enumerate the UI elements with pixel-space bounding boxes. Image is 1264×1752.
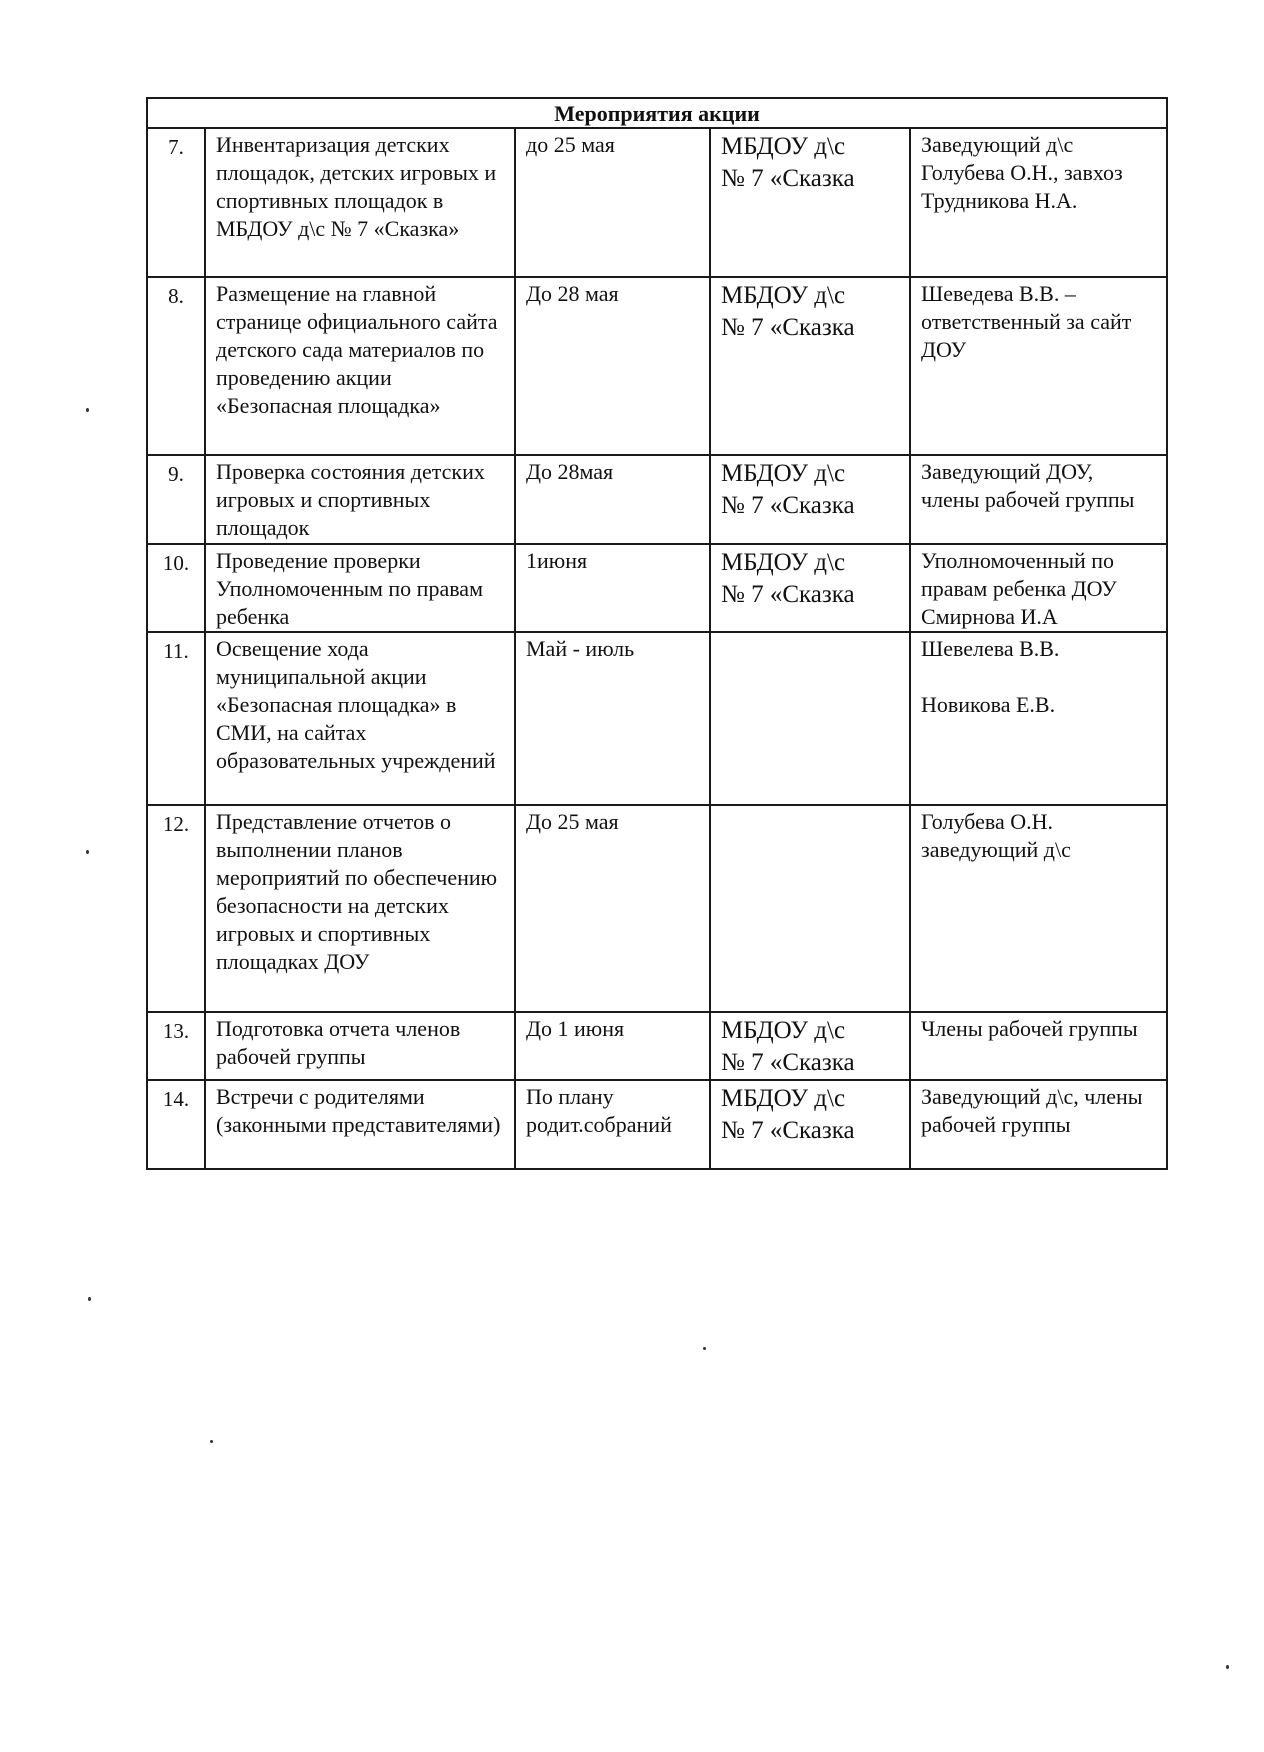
scan-speck	[88, 1297, 91, 1301]
date-cell: 1июня	[515, 544, 710, 632]
row-number: 9.	[147, 455, 205, 544]
row-number: 11.	[147, 632, 205, 805]
events-table	[146, 97, 1168, 1170]
responsible-cell: Голубева О.Н. заведующий д\с	[910, 805, 1167, 1012]
scan-speck	[86, 850, 89, 854]
place-cell: МБДОУ д\с № 7 «Сказка	[710, 277, 910, 455]
date-cell: До 1 июня	[515, 1012, 710, 1080]
table-row	[147, 1012, 1167, 1080]
scan-speck	[1226, 1665, 1229, 1669]
responsible-cell: Заведующий ДОУ, члены рабочей группы	[910, 455, 1167, 544]
scan-speck	[86, 408, 89, 412]
date-cell: до 25 мая	[515, 128, 710, 277]
table-title: Мероприятия акции	[147, 98, 1167, 128]
responsible-cell: Члены рабочей группы	[910, 1012, 1167, 1080]
date-cell: До 25 мая	[515, 805, 710, 1012]
table-row	[147, 1080, 1167, 1169]
date-cell: По плану родит.собраний	[515, 1080, 710, 1169]
responsible-cell: Заведующий д\с, члены рабочей группы	[910, 1080, 1167, 1169]
scan-speck	[703, 1347, 706, 1350]
scan-speck	[210, 1440, 213, 1443]
row-number: 13.	[147, 1012, 205, 1080]
table-row	[147, 632, 1167, 805]
place-cell: МБДОУ д\с № 7 «Сказка	[710, 1012, 910, 1080]
place-cell: МБДОУ д\с № 7 «Сказка	[710, 544, 910, 632]
place-cell: МБДОУ д\с № 7 «Сказка	[710, 1080, 910, 1169]
row-number: 14.	[147, 1080, 205, 1169]
event-cell: Размещение на главной странице официального сайта детского сада материалов по проведению акции «Безопасная площадка»	[205, 277, 515, 455]
event-cell: Представление отчетов о выполнении планов мероприятий по обеспечению безопасности на детских игровых и спортивных площадках ДОУ	[205, 805, 515, 1012]
responsible-cell: Заведующий д\с Голубева О.Н., завхоз Трудникова Н.А.	[910, 128, 1167, 277]
place-cell	[710, 632, 910, 805]
event-cell: Проверка состояния детских игровых и спортивных площадок	[205, 455, 515, 544]
event-cell: Проведение проверки Уполномоченным по правам ребенка	[205, 544, 515, 632]
place-cell: МБДОУ д\с № 7 «Сказка	[710, 128, 910, 277]
table-row	[147, 128, 1167, 277]
row-number: 8.	[147, 277, 205, 455]
responsible-cell: Шевелева В.В. Новикова Е.В.	[910, 632, 1167, 805]
place-cell: МБДОУ д\с № 7 «Сказка	[710, 455, 910, 544]
responsible-cell: Шеведева В.В. – ответственный за сайт ДОУ	[910, 277, 1167, 455]
event-cell: Встречи с родителями (законными представителями)	[205, 1080, 515, 1169]
date-cell: До 28 мая	[515, 277, 710, 455]
event-cell: Подготовка отчета членов рабочей группы	[205, 1012, 515, 1080]
table-row	[147, 805, 1167, 1012]
table-row	[147, 455, 1167, 544]
table-title-row	[147, 98, 1167, 128]
row-number: 12.	[147, 805, 205, 1012]
table-row	[147, 544, 1167, 632]
event-cell: Инвентаризация детских площадок, детских игровых и спортивных площадок в МБДОУ д\с № 7 «Сказка»	[205, 128, 515, 277]
event-cell: Освещение хода муниципальной акции «Безопасная площадка» в СМИ, на сайтах образовательных учреждений	[205, 632, 515, 805]
row-number: 7.	[147, 128, 205, 277]
row-number: 10.	[147, 544, 205, 632]
date-cell: Май - июль	[515, 632, 710, 805]
responsible-cell: Уполномоченный по правам ребенка ДОУ Смирнова И.А	[910, 544, 1167, 632]
date-cell: До 28мая	[515, 455, 710, 544]
table-row	[147, 277, 1167, 455]
place-cell	[710, 805, 910, 1012]
